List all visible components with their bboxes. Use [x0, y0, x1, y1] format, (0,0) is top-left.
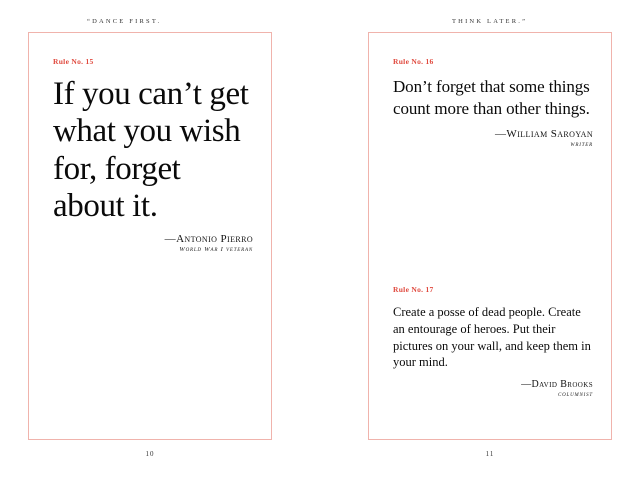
quote-attribution: [393, 379, 593, 398]
page-number-left: 10: [145, 450, 155, 458]
page-left-content: [53, 57, 253, 425]
quote-text: Create a posse of dead people. Create an entourage of heroes. Put their pictures on your wall, and keep them in your mind.: [393, 305, 591, 370]
rule-number-label: Rule No. 17: [393, 285, 434, 294]
quote-attribution: [393, 128, 593, 148]
quote-attribution: [53, 233, 253, 253]
quote-text: Don’t forget that some things count more than other things.: [393, 77, 590, 118]
page-number-right: 11: [485, 450, 495, 458]
running-head-left: “DANCE FIRST.: [87, 18, 162, 25]
attribution-name: —David Brooks: [521, 379, 593, 390]
attribution-name: —William Saroyan: [495, 127, 593, 140]
rule-number-label: Rule No. 15: [53, 57, 94, 66]
running-head-right: THINK LATER.”: [452, 18, 528, 25]
quote-entry-rule-17: [393, 285, 593, 398]
quote-entry-rule-15: [53, 57, 253, 253]
attribution-role: World War I veteran: [179, 246, 253, 254]
attribution-role: writer: [570, 140, 593, 148]
quote-text: If you can’t get what you wish for, forget about it.: [53, 76, 249, 224]
attribution-role: columnist: [558, 391, 593, 398]
page-right-content: [393, 57, 593, 425]
rule-number-label: Rule No. 16: [393, 57, 434, 66]
page-left: [28, 32, 272, 440]
page-right: [368, 32, 612, 440]
quote-entry-rule-16: [393, 57, 593, 148]
attribution-name: —Antonio Pierro: [164, 233, 253, 246]
